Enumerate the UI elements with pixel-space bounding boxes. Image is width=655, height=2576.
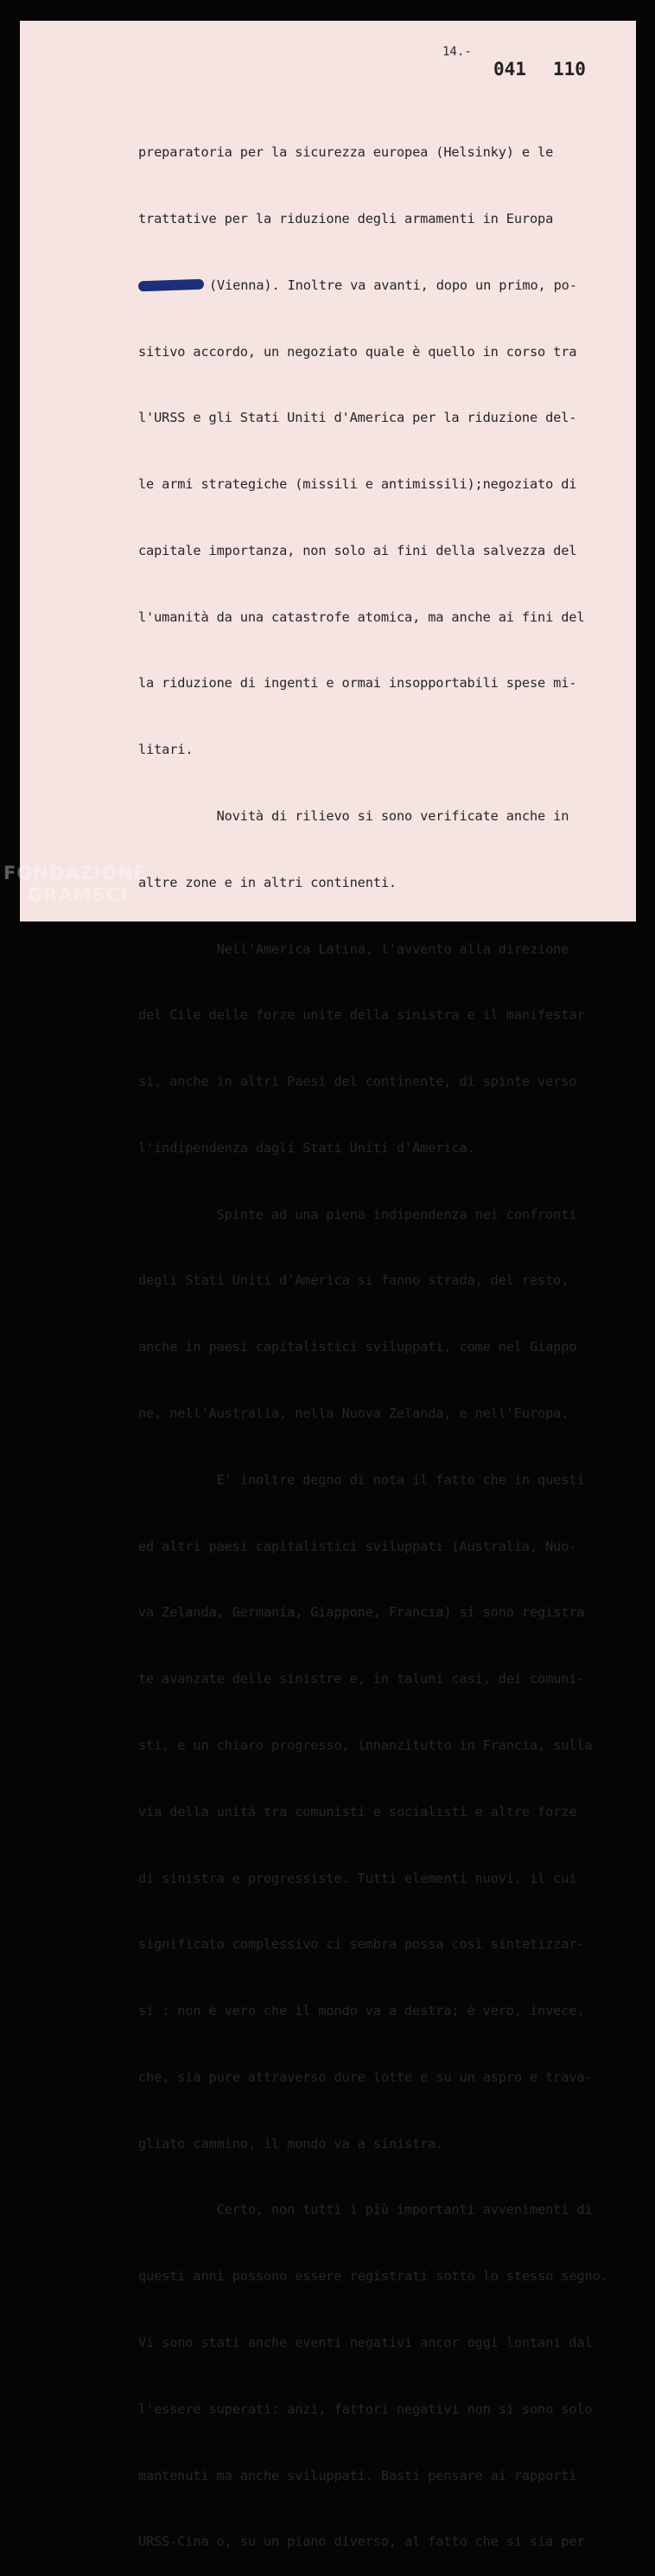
text-line: si : non è vero che il mondo va a destra; è vero, invece,: [138, 2003, 585, 2019]
watermark-line3: onlus: [135, 892, 158, 900]
text-line: l'essere superati: anzi, fattori negativi non si sono solo: [138, 2401, 593, 2417]
watermark-line2: GRAMSCI: [28, 884, 128, 905]
text-line: di sinistra e progressiste. Tutti elementi nuovi, il cui: [138, 1870, 577, 1886]
text-line: litari.: [138, 742, 194, 758]
text-line: gliato cammino, il mondo va a sinistra.: [138, 2135, 444, 2152]
text-line: degli Stati Uniti d'America si fanno strada, del resto,: [138, 1272, 569, 1289]
text-line: altre zone e in altri continenti.: [138, 874, 397, 890]
text-line: del Cile delle forze unite della sinistra e il manifestar: [138, 1007, 585, 1023]
text-line: va Zelanda, Germania, Giappone, Francia) si sono registra: [138, 1604, 585, 1621]
text-line: Nell'America Latina, l'avvento alla direzione: [138, 940, 569, 957]
text-line: preparatoria per la sicurezza europea (Helsinky) e le: [138, 144, 554, 161]
text-line-redacted: [138, 275, 579, 297]
text-line: mantenuti ma anche sviluppati. Basti pensare ai rapporti: [138, 2467, 577, 2484]
text-line: sti, e un chiaro progresso, innanzitutto in Francia, sulla: [138, 1737, 593, 1753]
page-number: 14.-: [442, 45, 472, 59]
text-line: URSS-Cina o, su un piano diverso, al fatto che si sia per: [138, 2534, 585, 2550]
text-line: si, anche in altri Paesi del continente, di spinte verso: [138, 1074, 577, 1090]
text-line: l'indipendenza dagli Stati Uniti d'America.: [138, 1139, 475, 1156]
text-line: questi anni possono essere registrati sotto lo stesso segno.: [138, 2268, 608, 2285]
text-fragment: (Vienna). Inoltre va avanti, dopo un primo, po-: [209, 277, 577, 293]
archive-number-2: 110: [553, 59, 586, 80]
text-line: Certo, non tutti i più importanti avvenimenti di: [138, 2202, 593, 2218]
text-line: anche in paesi capitalistici sviluppati, come nel Giappo: [138, 1339, 577, 1355]
watermark-line1: FONDAZIONE: [3, 863, 148, 883]
text-line: l'umanità da una catastrofe atomica, ma anche ai fini del: [138, 609, 585, 625]
text-line: ne, nell'Australia, nella Nuova Zelanda, e nell'Europa.: [138, 1406, 569, 1422]
text-line: trattative per la riduzione degli armamenti in Europa: [138, 210, 554, 226]
typed-body-text: [138, 98, 608, 2576]
redaction-mark: [138, 279, 204, 292]
text-line: Spinte ad una piena indipendenza nei confronti: [138, 1206, 577, 1222]
text-line: Novità di rilievo si sono verificate anche in: [138, 808, 569, 824]
text-line: le armi strategiche (missili e antimissili);negoziato di: [138, 476, 577, 493]
text-line: capitale importanza, non solo ai fini della salvezza del: [138, 542, 577, 558]
text-line: l'URSS e gli Stati Uniti d'America per la riduzione del-: [138, 410, 577, 426]
text-line: ed altri paesi capitalistici sviluppati (Australia, Nuo-: [138, 1538, 577, 1554]
text-line: Vi sono stati anche eventi negativi ancor oggi lontani dal: [138, 2334, 593, 2350]
text-line: sitivo accordo, un negoziato quale è quello in corso tra: [138, 343, 577, 360]
text-line: via della unità tra comunisti e socialisti e altre forze: [138, 1803, 577, 1820]
archive-number-1: 041: [493, 59, 526, 80]
text-line: la riduzione di ingenti e ormai insopportabili spese mi-: [138, 675, 577, 692]
text-line: significato complessivo ci sembra possa così sintetizzar-: [138, 1936, 585, 1953]
text-line: te avanzate delle sinistre e, in taluni casi, dei comuni-: [138, 1671, 585, 1687]
text-line: che, sia pure attraverso dure lotte e su un aspro e trava-: [138, 2069, 593, 2085]
fondazione-gramsci-watermark: [3, 863, 158, 905]
text-line: E' inoltre degno di nota il fatto che in questi: [138, 1471, 585, 1488]
